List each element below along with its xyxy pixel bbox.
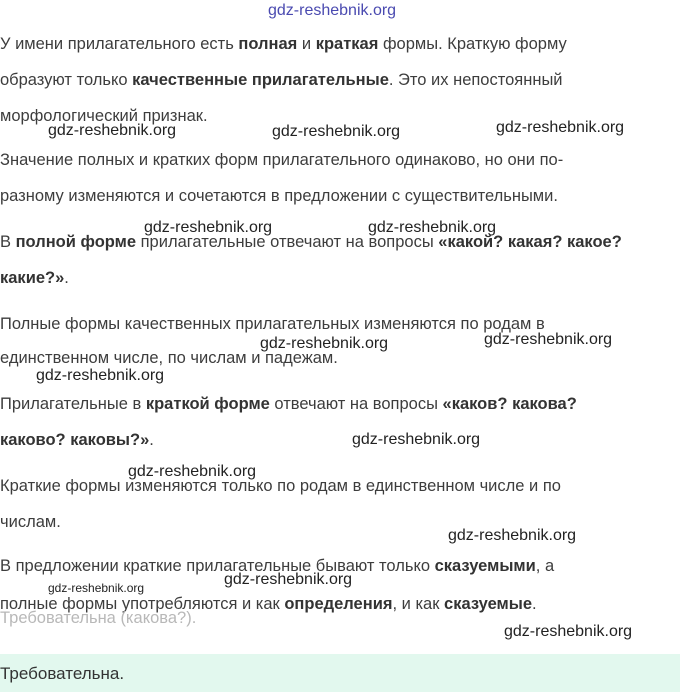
- watermark-text: gdz-reshebnik.org: [368, 219, 497, 236]
- bold-term: определения: [284, 595, 393, 613]
- bold-term: качественные прилагательные: [132, 71, 389, 89]
- text-segment: , и как: [392, 595, 445, 613]
- watermark-text: gdz-reshebnik.org: [48, 122, 177, 139]
- text-segment: В предложении краткие прилагательные бывают только: [0, 557, 435, 575]
- watermark-text: gdz-reshebnik.org: [504, 623, 633, 640]
- text-segment: У имени прилагательного есть: [0, 35, 239, 53]
- bold-term: «какой? какая? какое?: [438, 233, 622, 251]
- answer-text: Требовательна.: [0, 664, 125, 683]
- bold-term: полной форме: [15, 233, 137, 251]
- text-segment: образуют только: [0, 71, 133, 89]
- text-segment: единственном числе, по числам и падежам.: [0, 349, 338, 367]
- text-line: [0, 430, 154, 450]
- text-segment: полные формы употребляются и как: [0, 595, 285, 613]
- text-line: [0, 268, 69, 288]
- text-line: [0, 34, 567, 54]
- watermark-text: gdz-reshebnik.org: [448, 527, 577, 544]
- example-ghost-line: Требовательна (какова?).: [0, 609, 197, 627]
- text-line: [0, 150, 563, 170]
- watermark-text: gdz-reshebnik.org: [224, 571, 353, 588]
- bold-term: каково? каковы?»: [0, 431, 150, 449]
- bold-term: «каков? какова?: [442, 395, 577, 413]
- watermark-text: gdz-reshebnik.org: [352, 431, 481, 448]
- text-line: [0, 512, 61, 532]
- text-line: [0, 232, 622, 252]
- text-segment: .: [64, 269, 69, 287]
- watermark-text: gdz-reshebnik.org: [484, 331, 613, 348]
- text-line: [0, 186, 558, 206]
- watermark-text: gdz-reshebnik.org: [260, 335, 389, 352]
- text-segment: формы. Краткую форму: [378, 35, 567, 53]
- bold-term: краткая: [315, 35, 379, 53]
- watermark-text: gdz-reshebnik.org: [268, 2, 397, 19]
- text-segment: и: [297, 35, 316, 53]
- watermark-text: gdz-reshebnik.org: [496, 119, 625, 136]
- text-segment: В: [0, 233, 16, 251]
- watermark-text: gdz-reshebnik.org: [272, 123, 401, 140]
- bold-term: сказуемые: [444, 595, 533, 613]
- text-line: [0, 476, 561, 496]
- text-line: [0, 70, 563, 90]
- text-segment: Значение полных и кратких форм прилагательного одинаково, но они по-: [0, 151, 564, 169]
- text-line: [0, 314, 545, 334]
- text-segment: Краткие формы изменяются только по родам в единственном числе и по: [0, 477, 561, 495]
- watermark-text: gdz-reshebnik.org: [128, 463, 257, 480]
- text-segment: числам.: [0, 513, 61, 531]
- watermark-text: gdz-reshebnik.org: [144, 219, 273, 236]
- watermark-text: gdz-reshebnik.org: [48, 581, 145, 595]
- text-segment: морфологический признак.: [0, 107, 208, 125]
- text-segment: прилагательные отвечают на вопросы: [136, 233, 439, 251]
- bold-term: полная: [238, 35, 298, 53]
- text-segment: Прилагательные в: [0, 395, 146, 413]
- text-line: [0, 394, 577, 414]
- bold-term: краткой форме: [145, 395, 270, 413]
- text-segment: . Это их непостоянный: [388, 71, 563, 89]
- text-segment: Полные формы качественных прилагательных изменяются по родам в: [0, 315, 545, 333]
- text-segment: , а: [535, 557, 555, 575]
- bold-term: какие?»: [0, 269, 65, 287]
- text-segment: .: [532, 595, 537, 613]
- watermark-text: gdz-reshebnik.org: [36, 367, 165, 384]
- text-segment: разному изменяются и сочетаются в предложении с существительными.: [0, 187, 558, 205]
- bold-term: сказуемыми: [434, 557, 536, 575]
- text-segment: отвечают на вопросы: [269, 395, 443, 413]
- answer-box: [0, 654, 680, 692]
- text-segment: .: [149, 431, 154, 449]
